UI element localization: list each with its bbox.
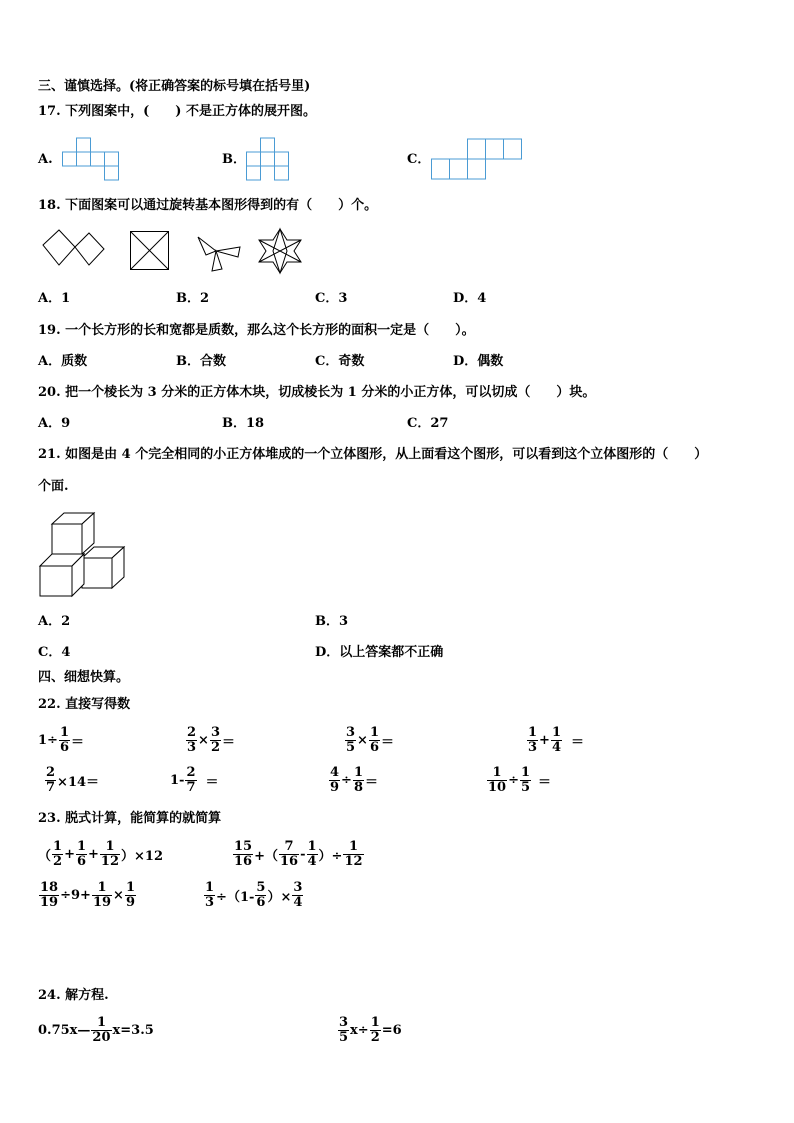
q21-option-a: A．2 — [38, 614, 71, 629]
q17-option-b: B． — [222, 152, 246, 167]
q21-option-c: C．4 — [38, 645, 71, 660]
q20-stem: 20. 把一个棱长为 3 分米的正方体木块，切成棱长为 1 分米的小正方体，可以切成（ ）块。 — [38, 385, 596, 400]
q22-item-7: $\frac{4}{9}$ ÷ $\frac{1}{8}$ ＝ — [330, 765, 379, 795]
q22-item-8: $\frac{1}{10}$ ÷ $\frac{1}{5}$ ＝ — [488, 765, 552, 795]
q23-expr-1: （ $\frac{1}{2}$ + $\frac{1}{6}$ + $\frac{1}{12}$ ）×12 — [38, 839, 163, 869]
q24-stem: 24. 解方程. — [38, 988, 109, 1003]
q19-option-c: C．奇数 — [315, 354, 365, 369]
q17-option-c: C． — [407, 152, 431, 167]
q17-stem: 17. 下列图案中，( ) 不是正方体的展开图。 — [38, 104, 316, 119]
q23-expr-4: $\frac{1}{3}$ ÷（1- $\frac{5}{6}$ ）× $\frac{3}{4}$ — [205, 880, 303, 910]
q23-expr-3: $\frac{18}{19}$ ÷9+ $\frac{1}{19}$ × $\frac{1}{9}$ — [40, 880, 135, 910]
q20-option-a: A．9 — [38, 416, 71, 431]
q19-option-a: A．质数 — [38, 354, 88, 369]
q18-option-b: B．2 — [176, 291, 210, 306]
q19-option-d: D．偶数 — [453, 354, 504, 369]
q18-figure-star — [258, 228, 304, 274]
q21-option-b: B．3 — [315, 614, 349, 629]
q18-option-c: C．3 — [315, 291, 348, 306]
q19-stem: 19. 一个长方形的长和宽都是质数，那么这个长方形的面积一定是（ ）。 — [38, 323, 475, 338]
q18-figure-wings — [42, 229, 106, 269]
q18-option-d: D．4 — [453, 291, 487, 306]
q18-figure-pinwheel — [196, 231, 244, 273]
q22-item-6: 1- $\frac{2}{7}$ ＝ — [170, 765, 219, 795]
q22-item-2: $\frac{2}{3}$ × $\frac{3}{2}$ ＝ — [187, 725, 236, 755]
q22-item-3: $\frac{3}{5}$ × $\frac{1}{6}$ ＝ — [346, 725, 395, 755]
section-4-title: 四、细想快算。 — [38, 670, 130, 685]
q21-stem-cont: 个面. — [38, 479, 69, 494]
q21-option-d: D．以上答案都不正确 — [315, 645, 444, 660]
q20-option-b: B．18 — [222, 416, 265, 431]
q24-equation-1: 0.75x— $\frac{1}{20}$ x=3.5 — [38, 1015, 154, 1045]
q17-net-a — [62, 137, 122, 181]
q23-expr-2: $\frac{15}{16}$ +（ $\frac{7}{16}$ - $\frac{1}{4}$ ）÷ $\frac{1}{12}$ — [234, 839, 363, 869]
q21-stem: 21. 如图是由 4 个完全相同的小正方体堆成的一个立体图形，从上面看这个图形，可以看到这个立体图形的（ ） — [38, 447, 708, 462]
q17-net-c — [431, 138, 523, 182]
q22-item-4: $\frac{1}{3}$ + $\frac{1}{4}$ ＝ — [528, 725, 585, 755]
q22-stem: 22. 直接写得数 — [38, 697, 131, 712]
q23-stem: 23. 脱式计算，能简算的就简算 — [38, 811, 222, 826]
q22-item-1: 1÷ $\frac{1}{6}$ ＝ — [38, 725, 85, 755]
q18-figure-square-x — [130, 231, 170, 271]
q20-option-c: C．27 — [407, 416, 449, 431]
q24-equation-2: $\frac{3}{5}$ x÷ $\frac{1}{2}$ =6 — [339, 1015, 402, 1045]
q22-item-5: $\frac{2}{7}$ ×14＝ — [46, 765, 100, 795]
q17-option-a: A. — [38, 152, 53, 167]
q19-option-b: B．合数 — [176, 354, 226, 369]
q21-cube-stack — [38, 512, 128, 598]
q18-stem: 18. 下面图案可以通过旋转基本图形得到的有（ ）个。 — [38, 198, 378, 213]
q17-net-b — [246, 137, 292, 181]
q18-option-a: A．1 — [38, 291, 71, 306]
section-3-title: 三、谨慎选择。(将正确答案的标号填在括号里) — [38, 79, 311, 94]
